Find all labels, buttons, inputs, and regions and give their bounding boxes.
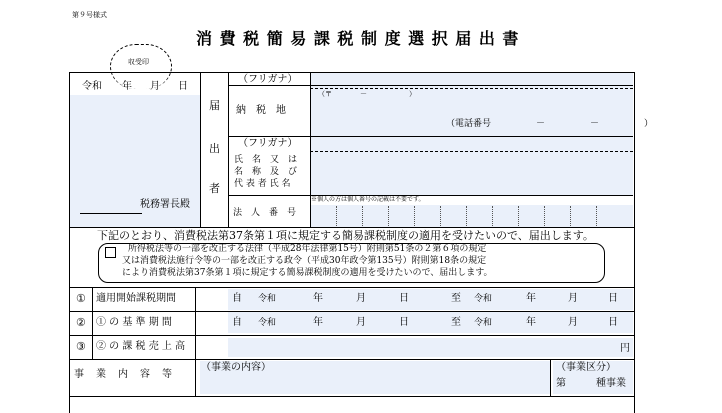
row3-unit: 円 bbox=[620, 343, 630, 354]
row2-from-year: 年 bbox=[313, 317, 323, 328]
phone-field[interactable]: （電話番号 － － ） bbox=[446, 119, 654, 129]
row3-label: ② の 課 税 売 上 高 bbox=[96, 341, 186, 352]
date-era: 令和 bbox=[82, 81, 102, 92]
name-label-line2: 名 称 及 び bbox=[234, 167, 298, 177]
date-year-label: 年 bbox=[122, 81, 132, 92]
declaration-text: 下記のとおり、消費税法第37条第１項に規定する簡易課税制度の適用を受けたいので、届出します。 bbox=[97, 229, 594, 242]
row2-from-era: 令和 bbox=[258, 318, 277, 328]
row2-to: 至 bbox=[451, 317, 461, 328]
row2-from-month: 月 bbox=[356, 317, 366, 328]
row1-from-month: 月 bbox=[356, 293, 366, 304]
row2-from-day: 日 bbox=[399, 317, 409, 328]
name-furigana-label: （フリガナ） bbox=[238, 138, 298, 149]
business-category-value: 第 種事業 bbox=[556, 378, 626, 389]
row2-to-year: 年 bbox=[526, 317, 536, 328]
row1-from-day: 日 bbox=[399, 293, 409, 304]
corp-number-label: 法 人 番 号 bbox=[233, 208, 297, 218]
filer-label-3: 者 bbox=[209, 182, 220, 195]
date-day-label: 日 bbox=[178, 81, 188, 92]
filer-label-1: 届 bbox=[209, 99, 220, 112]
row1-to: 至 bbox=[451, 293, 461, 304]
row1-from-era: 令和 bbox=[258, 294, 277, 304]
form-number: 第９号様式 bbox=[72, 11, 107, 19]
address-label: 納 税 地 bbox=[236, 105, 286, 116]
row2-to-era: 令和 bbox=[474, 318, 493, 328]
row1-to-year: 年 bbox=[526, 293, 536, 304]
row2-from: 自 bbox=[232, 317, 242, 328]
stamp-label: 収受印 bbox=[128, 58, 149, 66]
tax-office-suffix: 税務署長殿 bbox=[140, 199, 190, 210]
tax-office-underline bbox=[80, 213, 142, 214]
name-label-line3: 代 表 者 氏 名 bbox=[234, 179, 291, 189]
row2-to-month: 月 bbox=[568, 317, 578, 328]
business-category-label: （事業区分） bbox=[556, 362, 616, 373]
row1-from-year: 年 bbox=[313, 293, 323, 304]
row2-label: ① の 基 準 期 間 bbox=[96, 317, 172, 328]
name-label-line1: 氏 名 又 は bbox=[234, 155, 298, 165]
row1-to-era: 令和 bbox=[474, 294, 493, 304]
row1-number: ① bbox=[76, 292, 86, 305]
row2-number: ② bbox=[76, 316, 86, 329]
postal-code-field[interactable]: （〒 － ） bbox=[318, 90, 416, 98]
corp-number-note: ※個人の方は個人番号の記載は不要です。 bbox=[311, 196, 425, 203]
row1-to-day: 日 bbox=[608, 293, 618, 304]
form-title: 消 費 税 簡 易 課 税 制 度 選 択 届 出 書 bbox=[196, 29, 520, 48]
row3-number: ③ bbox=[76, 340, 86, 353]
filer-label-2: 出 bbox=[209, 142, 220, 155]
row1-to-month: 月 bbox=[568, 293, 578, 304]
checkbox-text-line2: 又は消費税法施行令等の一部を改正する政令（平成30年政令第135号）附則第18条の規定 bbox=[122, 256, 487, 266]
business-label: 事 業 内 容 等 bbox=[74, 369, 173, 380]
date-month-label: 月 bbox=[150, 81, 160, 92]
special-provision-checkbox[interactable] bbox=[105, 247, 116, 258]
row1-label: 適用開始課税期間 bbox=[96, 293, 176, 304]
row1-from: 自 bbox=[232, 293, 242, 304]
row2-to-day: 日 bbox=[608, 317, 618, 328]
checkbox-text-line3: により消費税法第37条第１項に規定する簡易課税制度の適用を受けたいので、届出します。 bbox=[122, 268, 493, 278]
business-content-label: （事業の内容） bbox=[201, 362, 271, 373]
address-furigana-label: （フリガナ） bbox=[238, 74, 298, 85]
checkbox-text-line1: 所得税法等の一部を改正する法律（平成28年法律第15号）附則第51条の２第６項の規定 bbox=[128, 244, 487, 254]
